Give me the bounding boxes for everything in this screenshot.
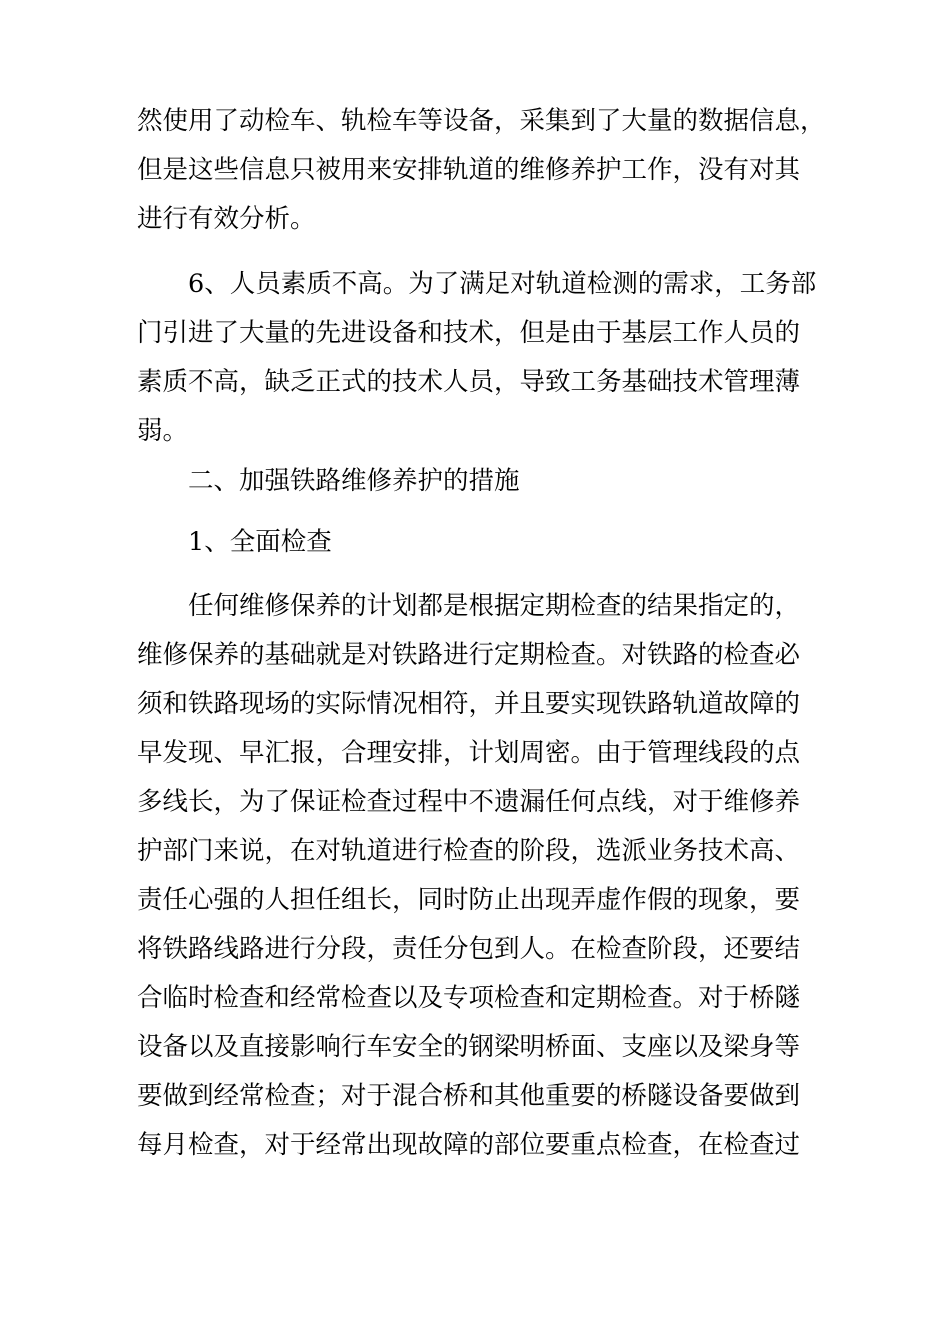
paragraph-line: 要做到经常检查；对于混合桥和其他重要的桥隧设备要做到	[137, 1081, 801, 1111]
paragraph-line: 门引进了大量的先进设备和技术，但是由于基层工作人员的	[137, 318, 801, 348]
paragraph-line: 任何维修保养的计划都是根据定期检查的结果指定的，	[188, 591, 801, 621]
paragraph-line: 须和铁路现场的实际情况相符，并且要实现铁路轨道故障的	[137, 689, 801, 719]
paragraph-line: 6、人员素质不高。为了满足对轨道检测的需求，工务部	[188, 269, 817, 299]
paragraph-line: 责任心强的人担任组长，同时防止出现弄虚作假的现象，要	[137, 885, 801, 915]
paragraph-line: 弱。	[137, 416, 189, 446]
paragraph-line: 素质不高，缺乏正式的技术人员，导致工务基础技术管理薄	[137, 367, 801, 397]
paragraph-line: 但是这些信息只被用来安排轨道的维修养护工作，没有对其	[137, 155, 801, 185]
paragraph-line: 合临时检查和经常检查以及专项检查和定期检查。对于桥隧	[137, 983, 801, 1013]
paragraph-line: 多线长，为了保证检查过程中不遗漏任何点线，对于维修养	[137, 787, 801, 817]
paragraph-line: 设备以及直接影响行车安全的钢梁明桥面、支座以及梁身等	[137, 1032, 801, 1062]
paragraph-line: 然使用了动检车、轨检车等设备，采集到了大量的数据信息，	[137, 106, 826, 136]
paragraph-line: 维修保养的基础就是对铁路进行定期检查。对铁路的检查必	[137, 640, 801, 670]
paragraph-line: 早发现、早汇报，合理安排，计划周密。由于管理线段的点	[137, 738, 801, 768]
paragraph-line: 护部门来说，在对轨道进行检查的阶段，选派业务技术高、	[137, 836, 801, 866]
subsection-heading: 1、全面检查	[188, 527, 332, 557]
section-heading: 二、加强铁路维修养护的措施	[188, 466, 520, 496]
paragraph-line: 进行有效分析。	[137, 204, 316, 234]
paragraph-line: 将铁路线路进行分段，责任分包到人。在检查阶段，还要结	[137, 934, 801, 964]
paragraph-line: 每月检查，对于经常出现故障的部位要重点检查，在检查过	[137, 1130, 801, 1160]
